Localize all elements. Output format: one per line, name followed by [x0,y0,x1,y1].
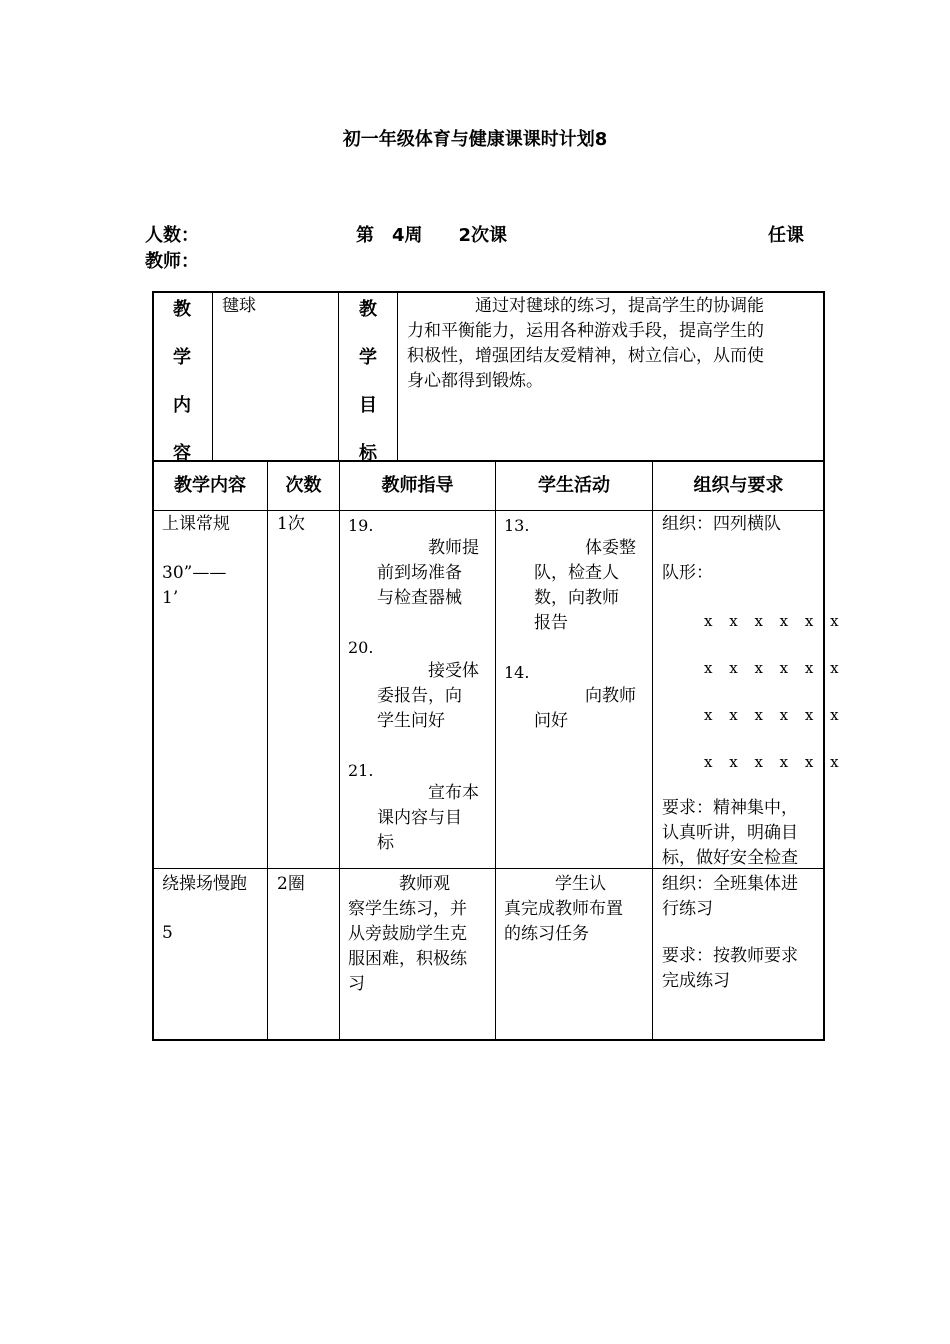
row1-requirements: 要求：精神集中， 认真听讲，明确目 标，做好安全检查 [662,798,798,868]
table-line [652,461,653,1040]
formation-row: x x x x x x [704,659,845,677]
page-title: 初一年级体育与健康课课时计划8 [342,129,608,150]
table-line [339,461,340,1040]
table-line [495,461,496,1040]
week-lesson-label: 第 4周 2次课 [356,225,508,246]
row2-requirements: 要求：按教师要求 完成练习 [662,946,798,991]
teacher-label-part2: 教师： [145,251,199,272]
teacher-step-text: 教师提 前到场准备 与检查器械 [377,538,479,608]
column-header-teacher: 教师指导 [381,475,454,496]
table-line [267,461,268,1040]
table-divider-header [153,510,824,511]
goal-text: 通过对毽球的练习，提高学生的协调能 力和平衡能力，运用各种游戏手段，提高学生的 积极性，增强团结友爱精神，树立信心，从而使 身心都得到锻炼。 [407,296,764,391]
content-vertical-label: 教 学 内 容 [173,299,191,464]
teacher-step-number: 19. [348,516,374,535]
formation-row: x x x x x x [704,612,845,630]
row1-content-title: 上课常规 [162,514,230,534]
row2-content-time: 5 [162,923,173,943]
column-header-count: 次数 [285,475,322,496]
formation-row: x x x x x x [704,753,845,771]
table-line [397,292,398,460]
people-count-label: 人数： [145,225,199,246]
goal-vertical-label: 教 学 目 标 [359,299,377,464]
student-step-number: 14. [504,663,530,682]
row1-content-time: 30”—— [162,563,227,583]
teacher-step-number: 21. [348,761,374,780]
student-step-text: 向教师 问好 [534,686,636,731]
row2-student-activity: 学生认 真完成教师布置 的练习任务 [504,874,623,944]
content-value: 毽球 [222,296,256,316]
row2-content-title: 绕操场慢跑 [162,874,247,894]
teacher-step-text: 接受体 委报告，向 学生问好 [377,661,479,731]
table-line [338,292,339,460]
row2-count: 2圈 [277,874,305,894]
row1-formation-label: 队形： [662,563,713,583]
column-header-content: 教学内容 [174,475,246,496]
student-step-text: 体委整 队，检查人 数，向教师 报告 [534,538,636,633]
table-line [212,292,213,460]
teacher-step-text: 宣布本 课内容与目 标 [377,783,479,853]
column-header-student: 学生活动 [538,475,610,496]
column-header-organization: 组织与要求 [693,475,784,496]
teacher-step-number: 20. [348,638,374,657]
row2-teacher-guidance: 教师观 察学生练习，并 从旁鼓励学生克 服困难，积极练 习 [348,874,467,994]
row1-count: 1次 [277,514,305,534]
row2-organization: 组织：全班集体进 行练习 [662,874,798,919]
row1-content-time: 1’ [162,588,179,608]
teacher-label-part1: 任课 [768,225,804,246]
student-step-number: 13. [504,516,530,535]
formation-row: x x x x x x [704,706,845,724]
row1-organization: 组织：四列横队 [662,514,781,534]
